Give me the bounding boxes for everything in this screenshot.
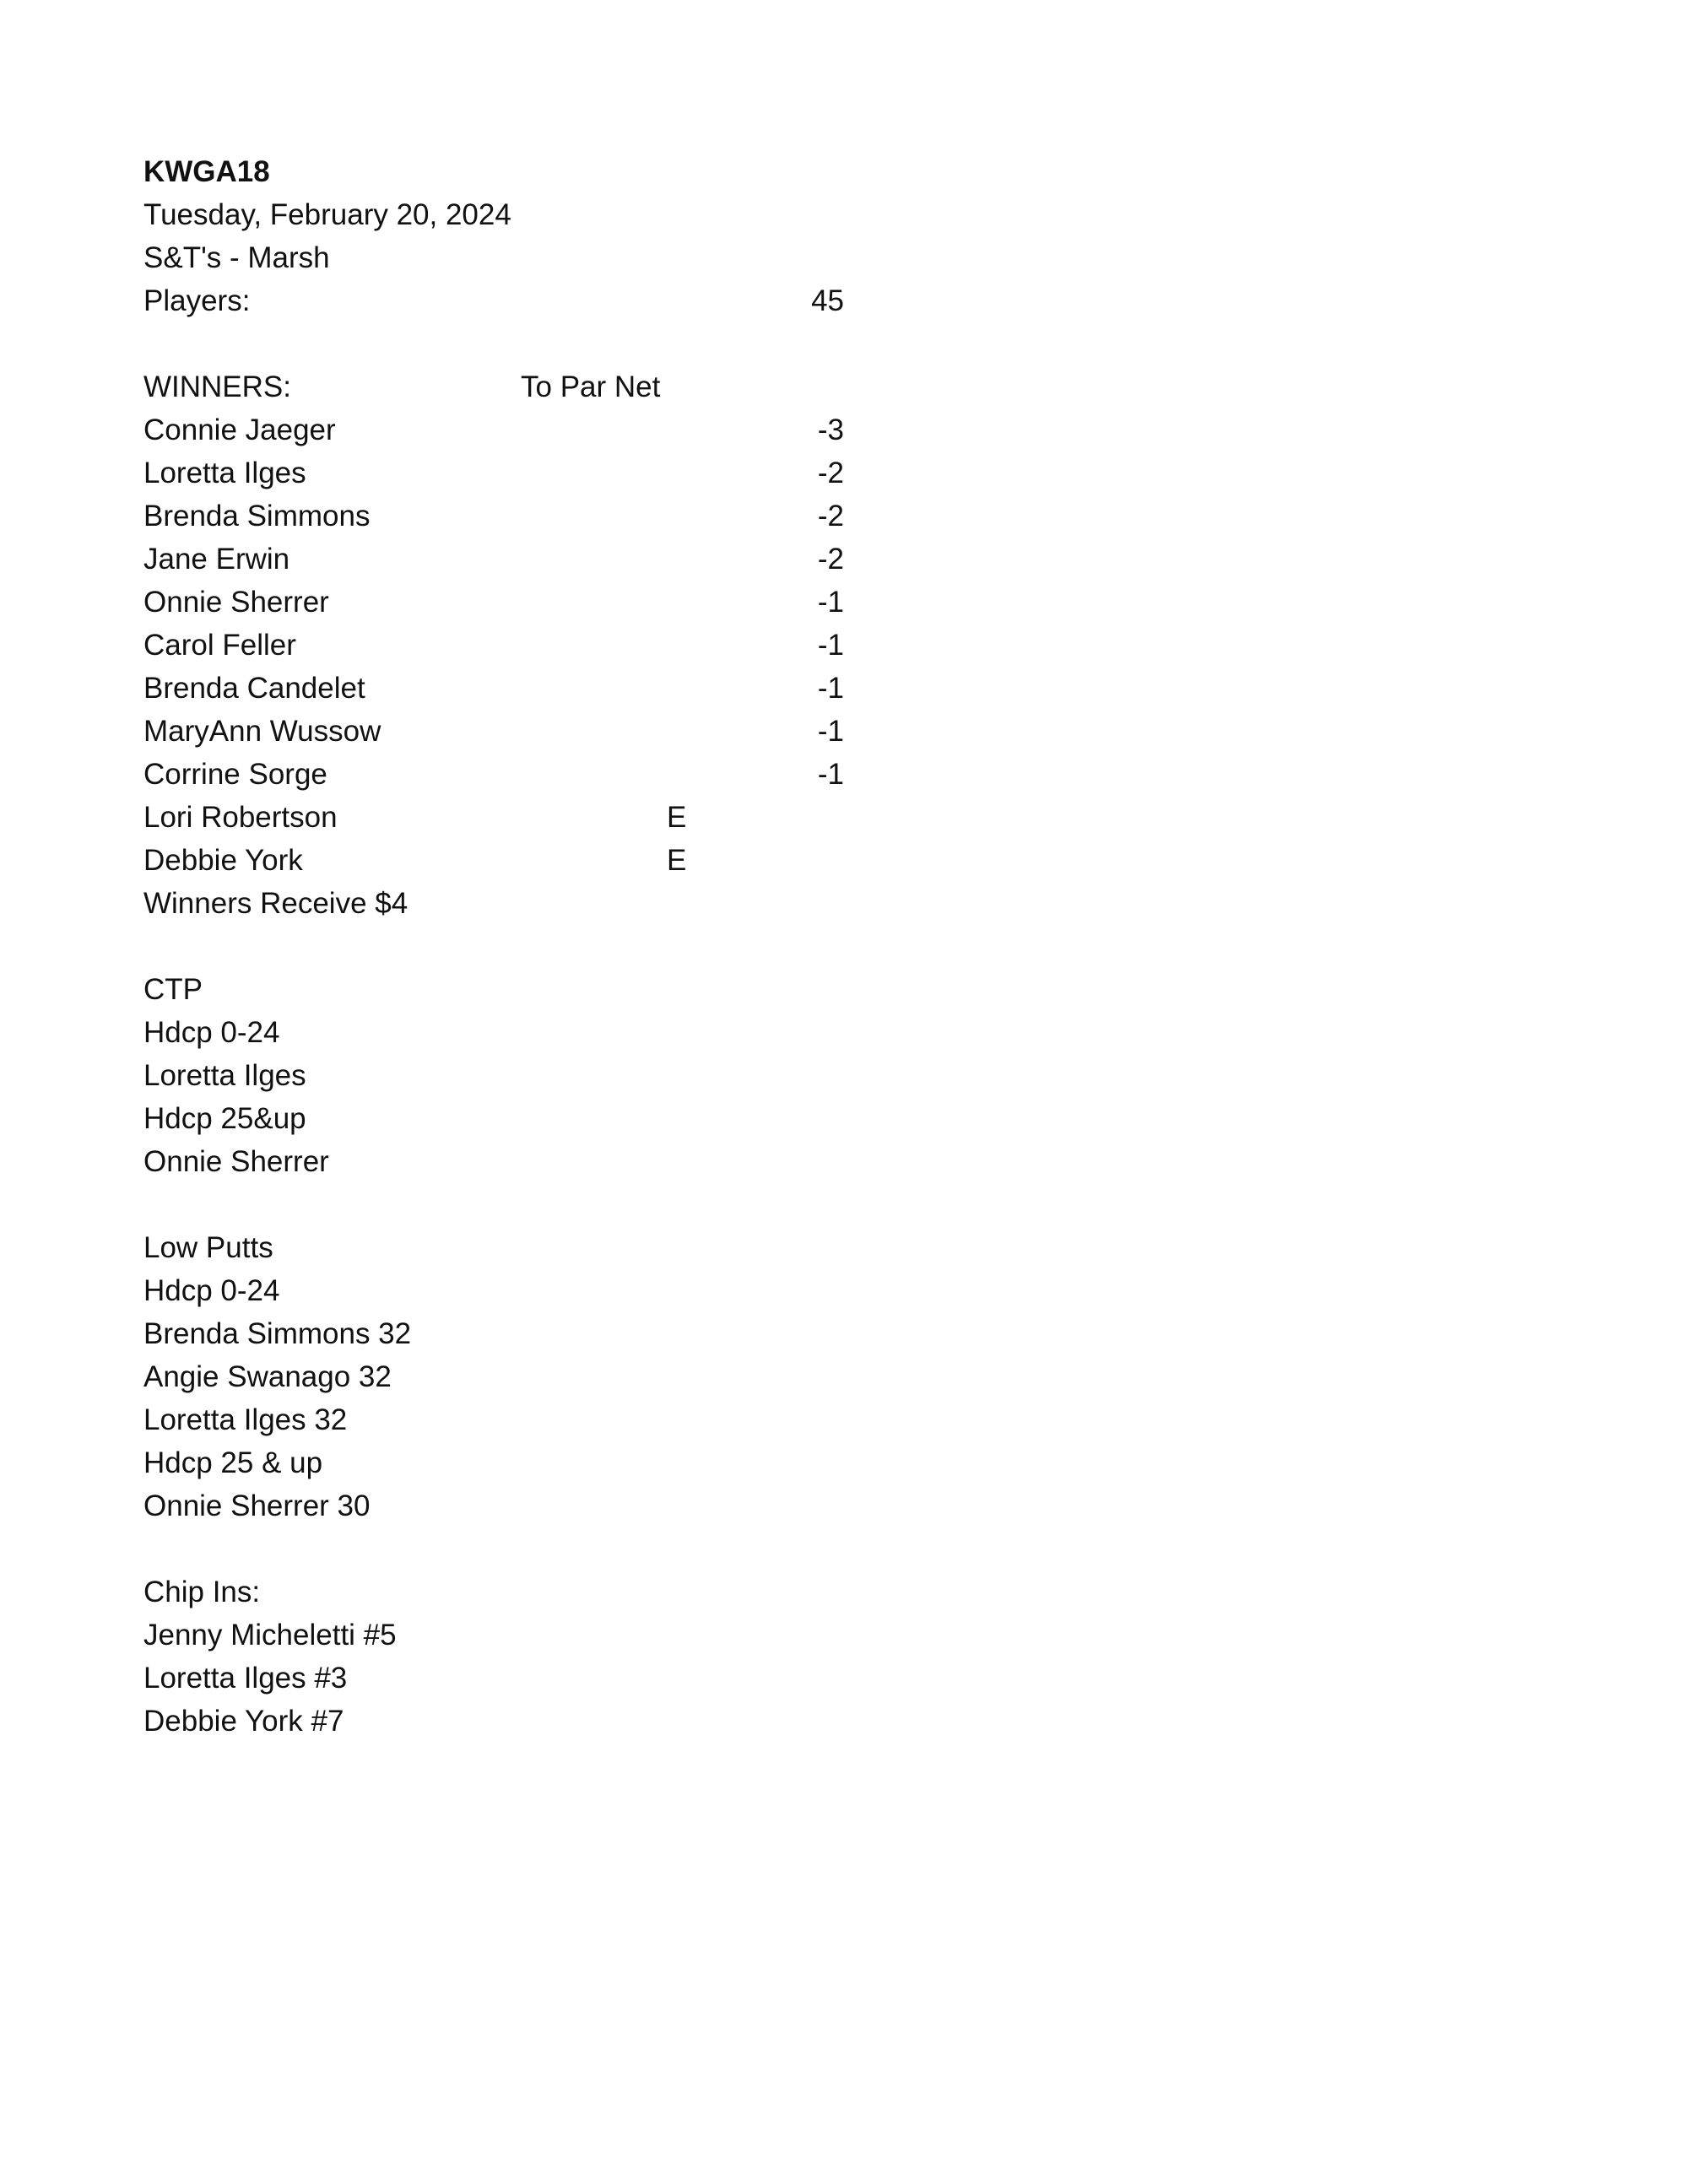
list-item [143,1441,734,1484]
winner-row [143,495,844,538]
players-row [143,279,844,322]
event-name: S&T's - Marsh [143,241,330,274]
winner-row [143,624,844,667]
list-item [143,1398,734,1441]
winner-score: -1 [817,672,844,705]
chip-ins-line: Jenny Micheletti #5 [143,1619,397,1652]
winner-name: Connie Jaeger [143,414,336,446]
winner-row [143,538,844,581]
winner-row [143,581,844,624]
chip-ins-line: Loretta Ilges #3 [143,1662,348,1695]
event-row [143,236,734,279]
winner-score: -1 [817,586,844,619]
spacer [143,925,734,968]
winner-name: Loretta Ilges [143,457,306,489]
winner-score: -2 [817,543,844,576]
ctp-line: Onnie Sherrer [143,1145,329,1178]
chip-ins-label-row [143,1570,734,1614]
winner-row [143,839,734,882]
winner-row [143,667,844,710]
list-item [143,1269,734,1312]
winners-payout: Winners Receive $4 [143,887,408,920]
winner-name: Brenda Candelet [143,672,365,705]
winner-score: -2 [817,457,844,489]
list-item [143,1614,734,1657]
low-putts-label: Low Putts [143,1231,273,1264]
ctp-line: Hdcp 0-24 [143,1016,280,1049]
low-putts-line: Angie Swanago 32 [143,1360,392,1393]
spacer [143,1183,734,1226]
list-item [143,1054,734,1097]
low-putts-label-row [143,1226,734,1269]
list-item [143,1355,734,1398]
list-item [143,1657,734,1700]
winner-name: Onnie Sherrer [143,586,329,619]
winner-row [143,753,844,796]
players-label: Players: [143,284,251,317]
winner-name: Corrine Sorge [143,758,327,791]
winner-name: Carol Feller [143,629,296,662]
winner-score: E [667,844,687,877]
low-putts-line: Loretta Ilges 32 [143,1403,348,1436]
results-sheet [143,150,844,1743]
winner-score: -1 [817,715,844,748]
list-item [143,1484,734,1527]
winner-row [143,451,844,495]
to-par-net-header: To Par Net [521,370,661,403]
winner-name: Brenda Simmons [143,500,371,532]
winner-row [143,710,844,753]
list-item [143,1011,734,1054]
winner-name: MaryAnn Wussow [143,715,381,748]
list-item [143,1140,734,1183]
page-title: KWGA18 [143,155,270,188]
spacer [143,322,734,365]
low-putts-line: Brenda Simmons 32 [143,1317,412,1350]
ctp-label-row [143,968,734,1011]
ctp-line: Loretta Ilges [143,1059,306,1092]
low-putts-line: Hdcp 25 & up [143,1446,323,1479]
ctp-line: Hdcp 25&up [143,1102,306,1135]
winner-score: -3 [817,414,844,446]
low-putts-line: Onnie Sherrer 30 [143,1489,371,1522]
players-count: 45 [811,284,844,317]
winner-score: -1 [817,758,844,791]
event-date: Tuesday, February 20, 2024 [143,198,511,231]
list-item [143,1097,734,1140]
date-row [143,193,734,236]
winners-header-row [143,365,734,408]
payout-row [143,882,734,925]
winner-score: -2 [817,500,844,532]
winner-name: Debbie York [143,844,303,877]
list-item [143,1312,734,1355]
winner-row [143,408,844,451]
winner-score: E [667,801,687,834]
list-item [143,1700,734,1743]
chip-ins-label: Chip Ins: [143,1576,261,1608]
winner-score: -1 [817,629,844,662]
ctp-label: CTP [143,973,203,1006]
low-putts-line: Hdcp 0-24 [143,1274,280,1307]
spacer [143,1527,734,1570]
winners-label: WINNERS: [143,370,291,403]
winner-name: Lori Robertson [143,801,338,834]
chip-ins-line: Debbie York #7 [143,1705,344,1738]
winner-name: Jane Erwin [143,543,290,576]
title-row [143,150,734,193]
winner-row [143,796,734,839]
